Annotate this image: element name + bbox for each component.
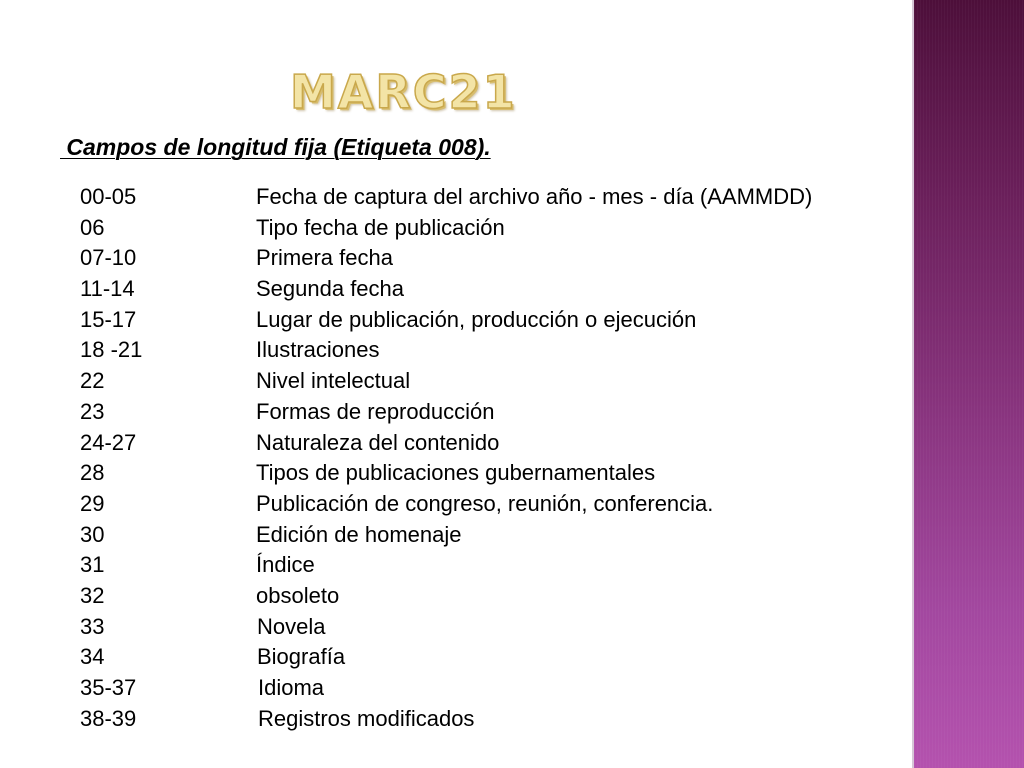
slide-subtitle: Campos de longitud fija (Etiqueta 008). <box>60 134 491 160</box>
field-row <box>80 182 910 213</box>
field-code: 38-39 <box>80 705 137 731</box>
slide-title: MARC21 <box>290 65 517 119</box>
field-row <box>80 243 910 274</box>
decorative-side-bar <box>912 0 1024 768</box>
field-description: Fecha de captura del archivo año - mes - día (AAMMDD) <box>256 184 813 209</box>
field-description: Novela <box>257 613 326 639</box>
field-code: 00-05 <box>80 184 137 209</box>
field-row <box>80 458 910 489</box>
field-description: Ilustraciones <box>256 337 380 363</box>
field-code: 30 <box>80 521 105 547</box>
field-description: Formas de reproducción <box>256 398 495 424</box>
field-description: Tipos de publicaciones gubernamentales <box>256 460 656 486</box>
field-description: Nivel intelectual <box>256 368 411 394</box>
field-row <box>80 489 910 520</box>
field-description: Lugar de publicación, producción o ejecución <box>256 306 697 332</box>
field-description: obsoleto <box>256 582 340 608</box>
field-row <box>80 673 910 704</box>
field-code: 28 <box>80 460 105 486</box>
field-row <box>80 428 910 459</box>
field-code: 31 <box>80 552 105 578</box>
field-description: Biografía <box>257 644 346 670</box>
field-row <box>80 550 910 581</box>
field-description: Índice <box>256 552 315 578</box>
field-code: 23 <box>80 398 105 424</box>
field-description: Idioma <box>258 675 325 700</box>
field-description: Registros modificados <box>258 705 475 731</box>
field-row <box>80 397 910 428</box>
field-row <box>80 704 910 735</box>
field-code: 29 <box>80 490 105 516</box>
field-description: Primera fecha <box>256 245 393 271</box>
field-code: 22 <box>80 368 105 394</box>
field-row <box>80 642 910 673</box>
field-description: Tipo fecha de publicación <box>256 214 505 240</box>
field-row <box>80 305 910 336</box>
field-row <box>80 520 910 551</box>
field-row <box>80 366 910 397</box>
fixed-fields-list <box>80 182 910 734</box>
field-code: 35-37 <box>80 675 137 700</box>
field-description: Publicación de congreso, reunión, conferencia. <box>256 490 714 516</box>
field-code: 11-14 <box>80 276 135 302</box>
field-row <box>80 213 910 244</box>
field-code: 07-10 <box>80 245 137 271</box>
field-code: 18 -21 <box>80 337 143 363</box>
field-code: 24-27 <box>80 429 137 455</box>
field-row <box>80 274 910 305</box>
field-description: Edición de homenaje <box>256 521 462 547</box>
field-code: 33 <box>80 613 105 639</box>
field-code: 15-17 <box>80 306 137 332</box>
field-code: 06 <box>80 214 105 240</box>
field-description: Naturaleza del contenido <box>256 429 500 455</box>
field-row <box>80 612 910 643</box>
field-code: 32 <box>80 582 105 608</box>
field-row <box>80 335 910 366</box>
field-row <box>80 581 910 612</box>
field-description: Segunda fecha <box>256 276 405 302</box>
field-code: 34 <box>80 644 105 670</box>
